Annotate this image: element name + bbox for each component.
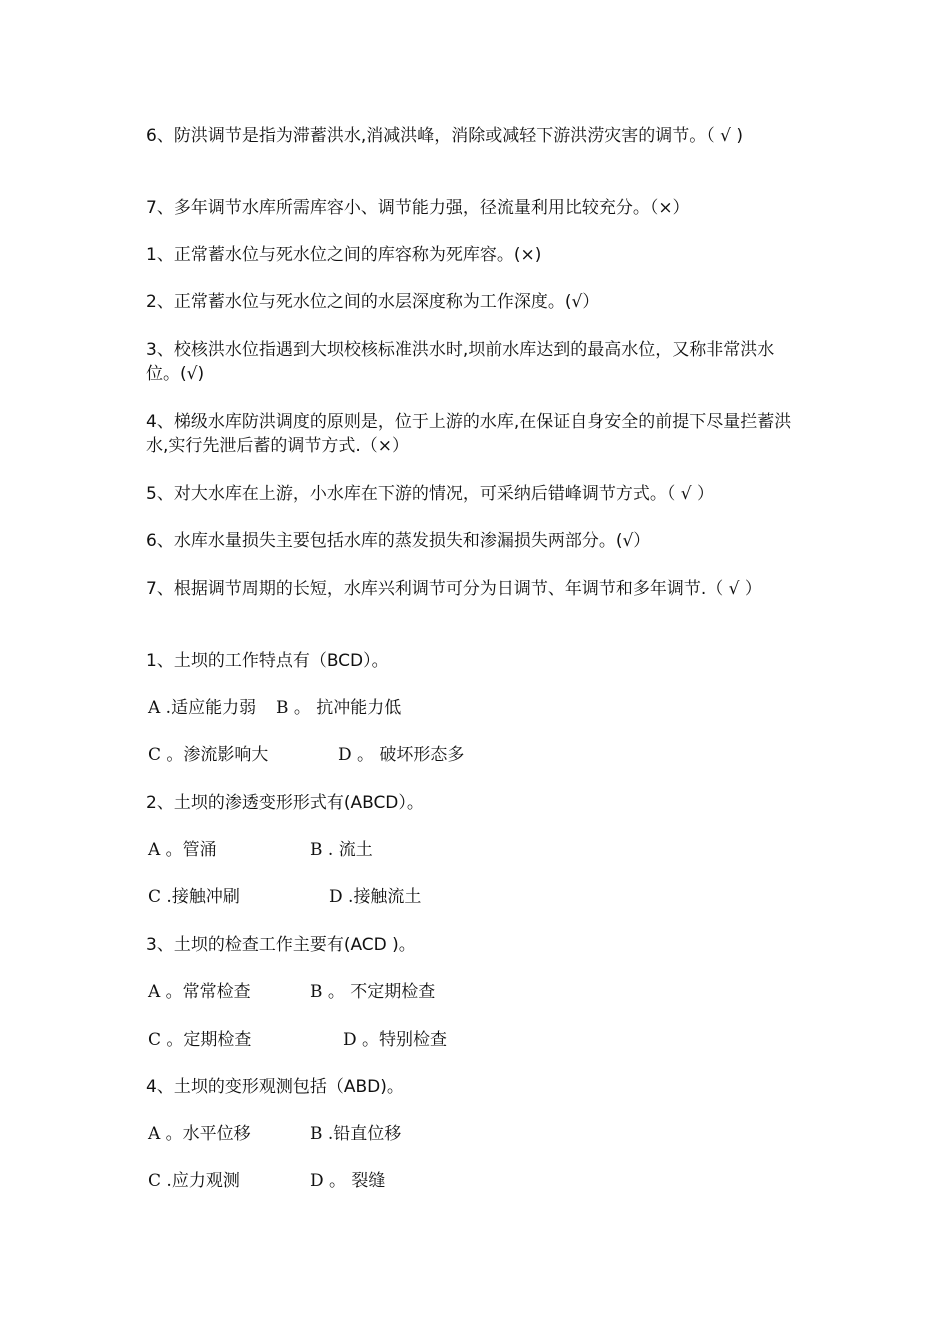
question-3-option-b: B 。 不定期检查: [310, 982, 436, 1002]
question-1-option-b: B 。 抗冲能力低: [276, 698, 402, 718]
question-1-stem: 1、土坝的工作特点有（BCD）。: [146, 651, 389, 671]
question-2-stem: 2、土坝的渗透变形形式有(ABCD）。: [146, 793, 424, 813]
question-2-option-b: B . 流土: [310, 840, 373, 860]
question-4-option-c: C .应力观测: [148, 1171, 240, 1191]
tf-item-7b: 7、根据调节周期的长短，水库兴利调节可分为日调节、年调节和多年调节.（ √ ）: [146, 579, 762, 599]
tf-item-4: 4、梯级水库防洪调度的原则是，位于上游的水库,在保证自身安全的前提下尽量拦蓄洪水,实行先泄后蓄的调节方式.（×）: [146, 412, 792, 456]
question-3-option-c: C 。定期检查: [148, 1030, 252, 1050]
question-1-option-d: D 。 破坏形态多: [338, 745, 465, 765]
tf-item-6b: 6、水库水量损失主要包括水库的蒸发损失和渗漏损失两部分。(√）: [146, 531, 651, 551]
question-3-stem: 3、土坝的检查工作主要有(ACD )。: [146, 935, 416, 955]
question-1-option-c: C 。渗流影响大: [148, 745, 269, 765]
question-2-option-d: D .接触流土: [329, 887, 422, 907]
question-1-option-a: A .适应能力弱: [148, 698, 257, 718]
tf-item-3: 3、校核洪水位指遇到大坝校核标准洪水时,坝前水库达到的最高水位，又称非常洪水位。(√): [146, 340, 775, 384]
question-3-option-a: A 。常常检查: [148, 982, 251, 1002]
question-4-stem: 4、土坝的变形观测包括（ABD)。: [146, 1077, 404, 1097]
question-2-option-a: A 。管涌: [148, 840, 217, 860]
question-2-option-c: C .接触冲刷: [148, 887, 240, 907]
tf-item-6a: 6、防洪调节是指为滞蓄洪水,消减洪峰，消除或减轻下游洪涝灾害的调节。（ √ ): [146, 126, 743, 146]
tf-item-7a: 7、多年调节水库所需库容小、调节能力强，径流量利用比较充分。（×）: [146, 198, 690, 218]
question-4-option-a: A 。水平位移: [148, 1124, 251, 1144]
question-4-option-b: B .铅直位移: [310, 1124, 402, 1144]
tf-item-1: 1、正常蓄水位与死水位之间的库容称为死库容。(×): [146, 245, 542, 265]
tf-item-5: 5、对大水库在上游，小水库在下游的情况，可采纳后错峰调节方式。（ √ ）: [146, 484, 714, 504]
tf-item-2: 2、正常蓄水位与死水位之间的水层深度称为工作深度。(√）: [146, 292, 600, 312]
question-3-option-d: D 。特别检查: [343, 1030, 448, 1050]
question-4-option-d: D 。 裂缝: [310, 1171, 386, 1191]
